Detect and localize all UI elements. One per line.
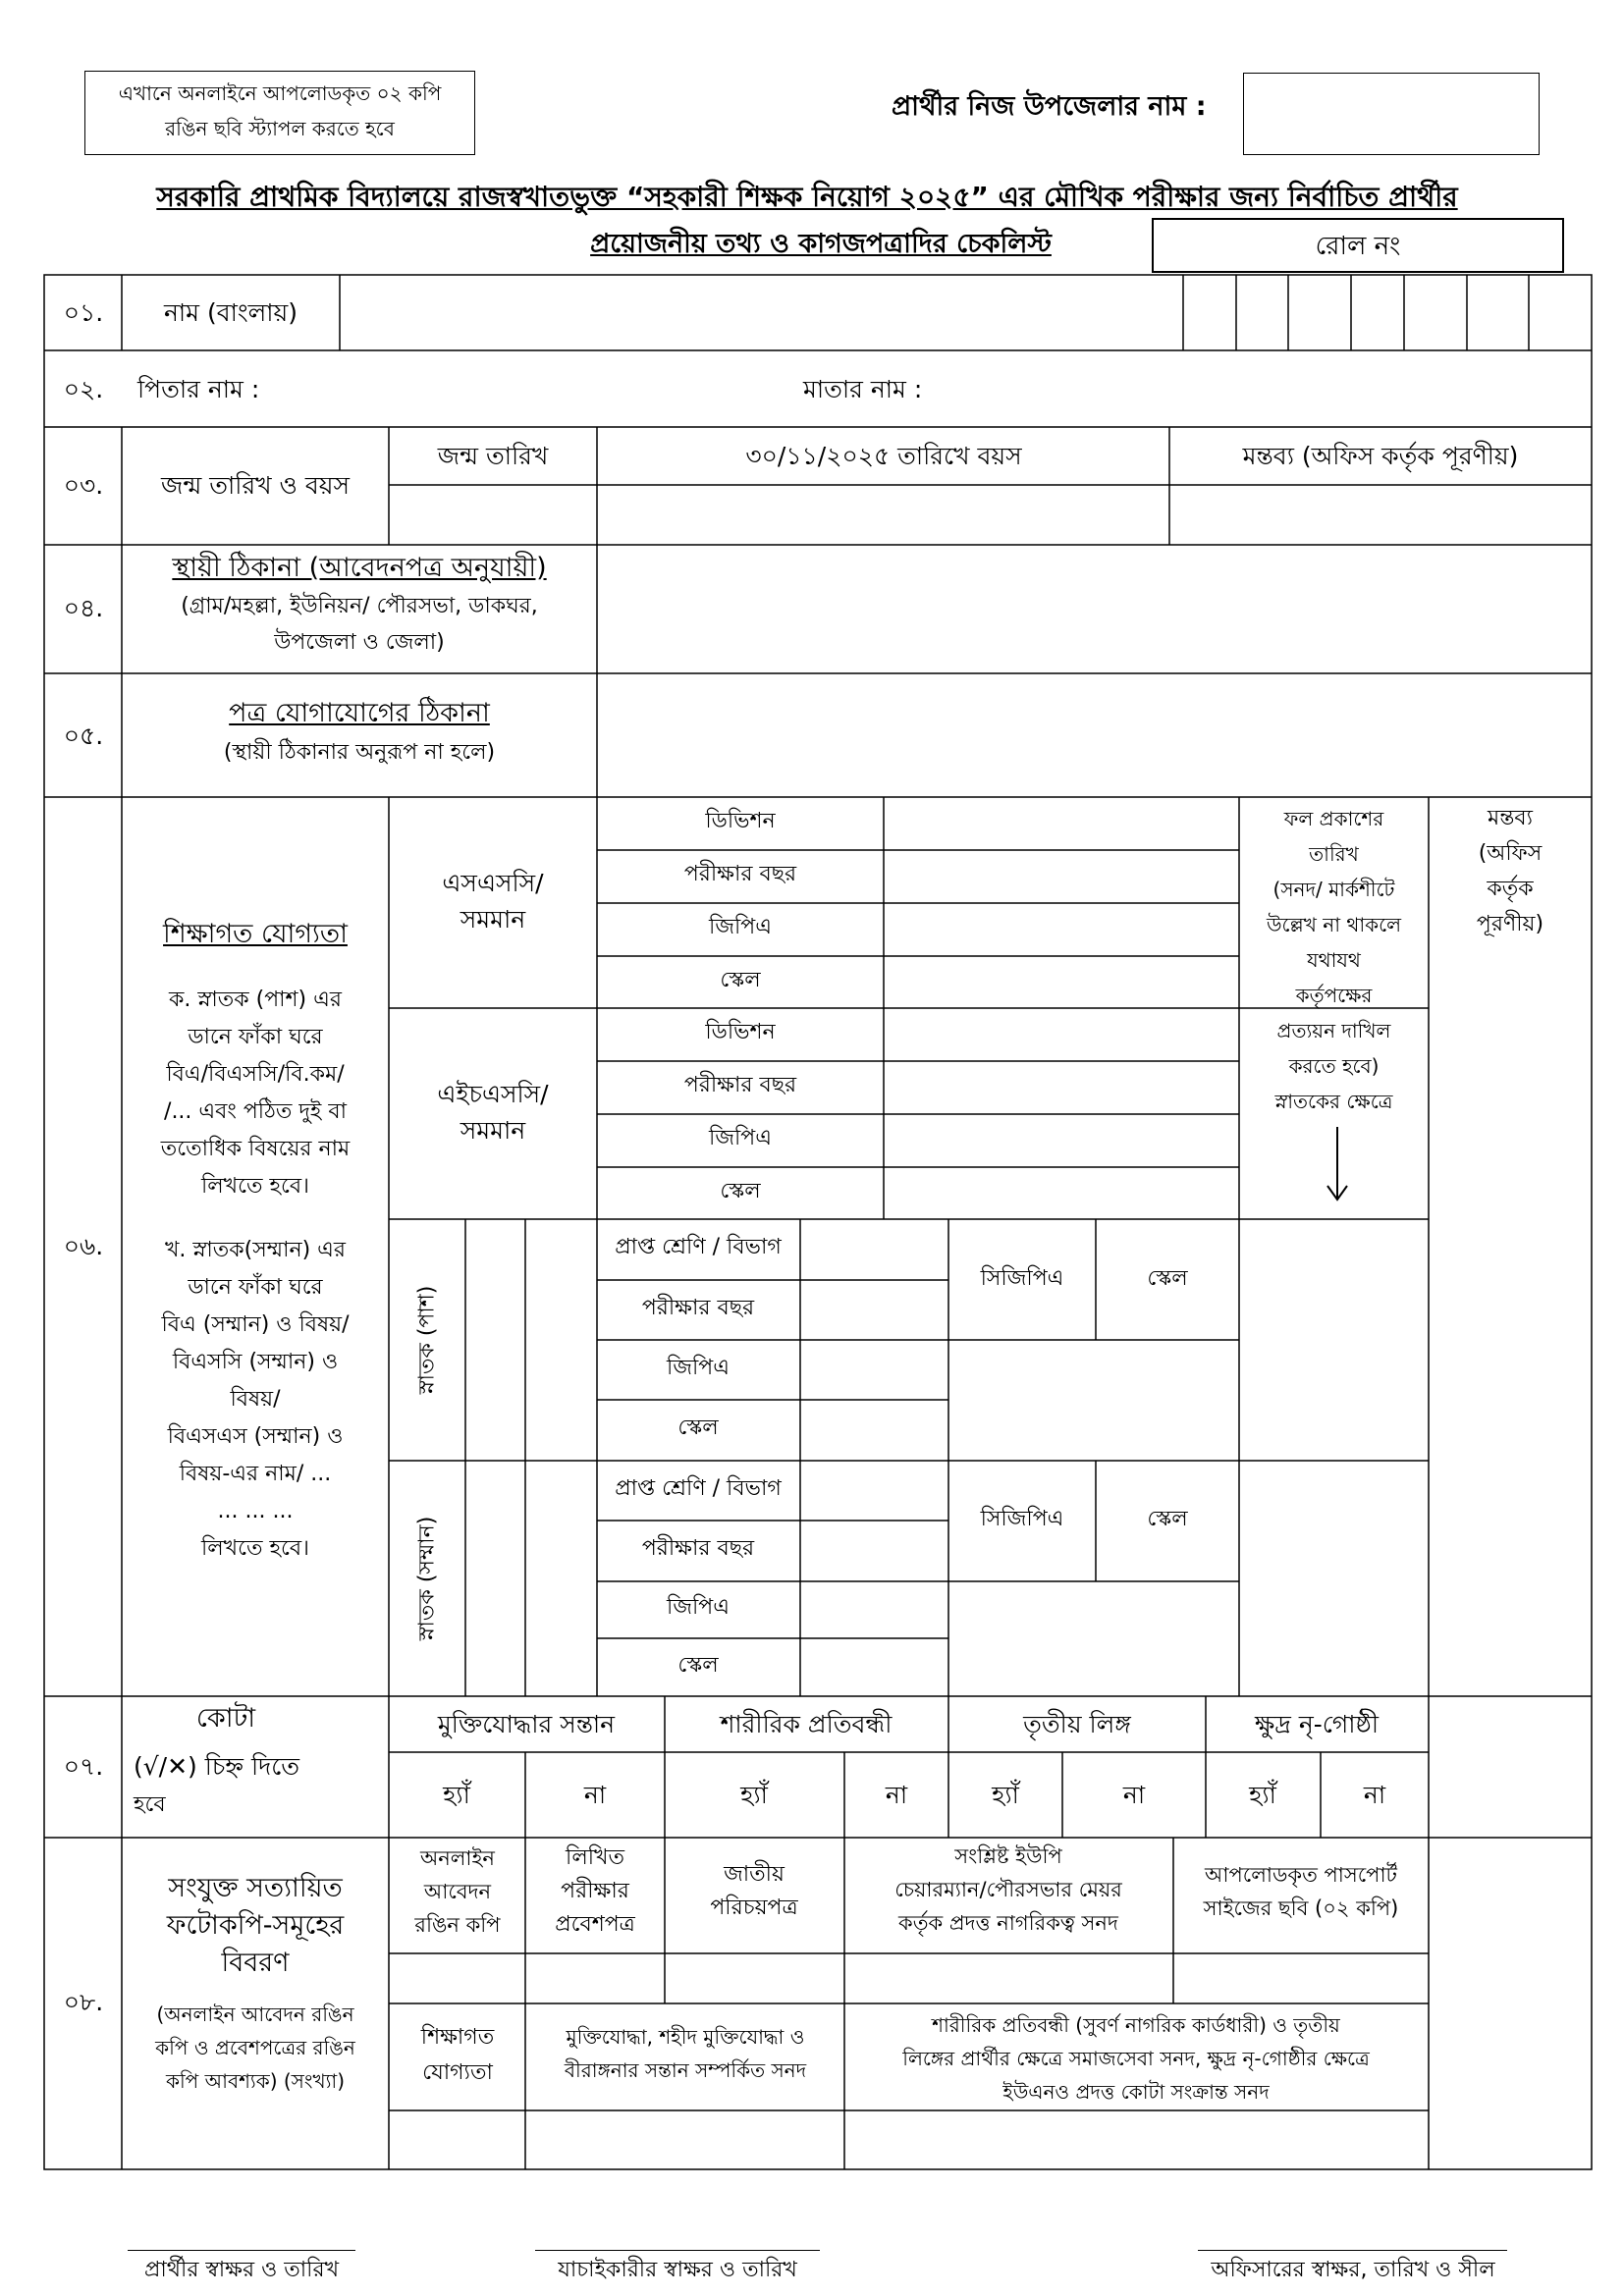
remark-note-line: কর্তৃক: [1487, 877, 1534, 901]
education-note-honours: [122, 1232, 389, 1568]
quota-yes-option[interactable]: হ্যাঁ: [443, 1781, 470, 1809]
age-header: ৩০/১১/২০২৫ তারিখে বয়স: [745, 442, 1022, 470]
education-note-honours-line: বিষয়-এর নাম/ ...: [179, 1462, 332, 1486]
sub-row-label: ডিভিশন: [705, 809, 776, 833]
quota-no-option[interactable]: না: [1122, 1781, 1146, 1809]
verifier-signature-label: যাচাইকারীর স্বাক্ষর ও তারিখ: [558, 2258, 797, 2282]
row4-number: ০৪.: [63, 594, 104, 622]
permanent-address-sub1: (গ্রাম/মহল্লা, ইউনিয়ন/ পৌরসভা, ডাকঘর,: [181, 594, 538, 618]
degree-row-label: জিপিএ: [667, 1355, 730, 1380]
remark-header: মন্তব্য (অফিস কর্তৃক পূরণীয়): [1242, 442, 1519, 470]
education-title: শিক্ষাগত যোগ্যতা: [163, 919, 348, 949]
degree-row-label: প্রাপ্ত শ্রেণি / বিভাগ: [615, 1235, 782, 1259]
attachments-note-line: কপি আবশ্যক) (সংখ্যা): [165, 2069, 346, 2093]
education-note-honours-line: বিএ (সম্মান) ও বিষয়/: [161, 1312, 350, 1337]
mailing-address-title: পত্র যোগাযোগের ঠিকানা: [229, 698, 490, 728]
attachment-col_online-label: অনলাইন: [420, 1846, 495, 1870]
page-title-line1: সরকারি প্রাথমিক বিদ্যালয়ে রাজস্বখাতভুক্ত “সহকারী শিক্ষক নিয়োগ ২০২৫” এর মৌখিক পরীক্ষার জন্য নির্বাচিত প্রার্থীর: [156, 181, 1458, 213]
quota-no-option[interactable]: না: [1363, 1781, 1386, 1809]
officer-signature-label: অফিসারের স্বাক্ষর, তারিখ ও সীল: [1211, 2258, 1495, 2282]
result-note-line: স্নাতকের ক্ষেত্রে: [1274, 1090, 1393, 1113]
candidate-signature-label: প্রার্থীর স্বাক্ষর ও তারিখ: [143, 2258, 340, 2282]
education-note-honours-line: ডানে ফাঁকা ঘরে: [188, 1275, 323, 1300]
quota-header: মুক্তিযোদ্ধার সন্তান: [437, 1710, 616, 1738]
education-note-honours-line: খ. স্নাতক(সম্মান) এর: [164, 1238, 347, 1262]
education-note-pass-line: ক. স্নাতক (পাশ) এর: [169, 988, 342, 1012]
education-note-pass-line: ডানে ফাঁকা ঘরে: [188, 1025, 323, 1049]
photo-note-line1: এখানে অনলাইনে আপলোডকৃত ০২ কপি: [118, 81, 442, 105]
remark-note-line: মন্তব্য: [1487, 806, 1533, 830]
photo-note-line2: রঙিন ছবি স্ট্যাপল করতে হবে: [165, 117, 395, 140]
down-arrow-icon: [1327, 1127, 1347, 1200]
attachments-note-line: কপি ও প্রবেশপত্রের রঙিন: [155, 2036, 355, 2059]
sub-row-label: জিপিএ: [709, 1126, 772, 1150]
attachments-title-line: সংযুক্ত সত্যায়িত: [168, 1873, 343, 1903]
result-note-line: করতে হবে): [1288, 1054, 1380, 1078]
attachment-col_quota-label: শারীরিক প্রতিবন্ধী (সুবর্ণ নাগরিক কার্ডধারী) ও তৃতীয়: [932, 2013, 1340, 2037]
attachment-col_citizen-label: কর্তৃক প্রদত্ত নাগরিকত্ব সনদ: [898, 1911, 1118, 1935]
attachment-col_nid-label: জাতীয়: [724, 1862, 785, 1887]
quota-no-option[interactable]: না: [583, 1781, 607, 1809]
education-note-pass-line: ততোধিক বিষয়ের নাম: [160, 1137, 351, 1161]
father-name-label: পিতার নাম :: [137, 375, 260, 403]
attachment-col_ff-label: বীরাঙ্গনার সন্তান সম্পর্কিত সনদ: [564, 2058, 807, 2082]
row1-number: ০১.: [63, 298, 104, 327]
attachment-col_photo-label: সাইজের ছবি (০২ কপি): [1203, 1896, 1399, 1920]
sub-row-label: ডিভিশন: [705, 1020, 776, 1044]
name-bangla-field[interactable]: [342, 277, 1181, 348]
attachment-col_edu-label: যোগ্যতা: [422, 2060, 493, 2085]
quota-yes-option[interactable]: হ্যাঁ: [1249, 1781, 1276, 1809]
ssc-label-1: এসএসসি/: [442, 869, 544, 897]
verifier-signature-line: [535, 2250, 820, 2251]
quota-no-option[interactable]: না: [885, 1781, 908, 1809]
page-title-line2: প্রয়োজনীয় তথ্য ও কাগজপত্রাদির চেকলিস্ট: [590, 229, 1052, 259]
degree-row-label: পরীক্ষার বছর: [641, 1536, 755, 1561]
hons-scale-label: স্কেল: [1147, 1507, 1188, 1531]
row3-number: ০৩.: [63, 471, 104, 500]
roll-number-label: রোল নং: [1315, 232, 1401, 261]
attachments-title-line: বিবরণ: [221, 1948, 290, 1978]
degree-row-label: স্কেল: [677, 1415, 719, 1440]
mother-name-label: মাতার নাম :: [803, 375, 923, 403]
quota-sub1: (√/✕) চিহ্ন দিতে: [134, 1752, 300, 1781]
pass-degree-vertical-label: স্নাতক (পাশ): [414, 1285, 440, 1395]
hsc-label-2: সমমান: [460, 1116, 526, 1145]
sub-row-label: জিপিএ: [709, 915, 772, 939]
result-note-line: কর্তৃপক্ষের: [1295, 984, 1373, 1007]
mailing-address-sub: (স্থায়ী ঠিকানার অনুরূপ না হলে): [223, 740, 496, 765]
attachments-note-line: (অনলাইন আবেদন রঙিন: [156, 2002, 354, 2026]
result-note-line: তারিখ: [1309, 842, 1359, 866]
education-note-honours-line: বিষয়/: [230, 1387, 281, 1412]
sub-row-label: স্কেল: [720, 1179, 761, 1203]
sub-row-label: পরীক্ষার বছর: [683, 1073, 797, 1097]
attachment-col_online-label: আবেদন: [423, 1880, 492, 1903]
attachments-title-line: ফটোকপি-সমূহের: [166, 1910, 345, 1941]
officer-signature-line: [1198, 2250, 1507, 2251]
hsc-label-1: এইচএসসি/: [437, 1080, 549, 1108]
quota-yes-option[interactable]: হ্যাঁ: [992, 1781, 1019, 1809]
attachment-col_quota-label: ইউএনও প্রদত্ত কোটা সংক্রান্ত সনদ: [1002, 2080, 1270, 2104]
row5-number: ০৫.: [63, 721, 104, 750]
ssc-label-2: সমমান: [460, 905, 526, 934]
honours-degree-vertical-label: স্নাতক (সম্মান): [414, 1516, 440, 1641]
quota-header: শারীরিক প্রতিবন্ধী: [720, 1710, 893, 1738]
attachment-col_ff-label: মুক্তিযোদ্ধা, শহীদ মুক্তিযোদ্ধা ও: [566, 2025, 805, 2049]
sub-row-label: পরীক্ষার বছর: [683, 862, 797, 886]
remark-note-line: পূরণীয়): [1476, 912, 1544, 936]
attachment-col_photo-label: আপলোডকৃত পাসপোর্ট: [1205, 1863, 1397, 1887]
permanent-address-sub2: উপজেলা ও জেলা): [274, 630, 445, 655]
education-note-honours-line: বিএসসি (সম্মান) ও: [172, 1350, 339, 1374]
permanent-address-title: স্থায়ী ঠিকানা (আবেদনপত্র অনুযায়ী): [172, 553, 547, 583]
upazila-label: প্রার্থীর নিজ উপজেলার নাম :: [892, 91, 1207, 122]
quota-sub2: হবে: [134, 1792, 166, 1817]
result-note-line: প্রত্যয়ন দাখিল: [1276, 1019, 1391, 1042]
candidate-signature-line: [128, 2250, 355, 2251]
attachments-title: [122, 1870, 389, 1982]
result-date-note: [1239, 801, 1429, 1119]
dob-header: জন্ম তারিখ: [437, 442, 549, 470]
education-note-honours-line: লিখতে হবে।: [201, 1536, 309, 1561]
attachment-col_online-label: রঙিন কপি: [414, 1913, 501, 1937]
quota-yes-option[interactable]: হ্যাঁ: [740, 1781, 768, 1809]
attachment-col_nid-label: পরিচয়পত্র: [710, 1896, 798, 1920]
row3-label: জন্ম তারিখ ও বয়স: [160, 471, 351, 500]
attachment-col_admit-label: লিখিত: [566, 1845, 624, 1870]
degree-row-label: জিপিএ: [667, 1595, 730, 1620]
sub-row-label: স্কেল: [720, 968, 761, 992]
row8-number: ০৮.: [63, 1988, 104, 2016]
education-note-honours-line: ... ... ...: [217, 1499, 294, 1523]
pass-cgpa-label: সিজিপিএ: [980, 1266, 1064, 1291]
row6-number: ০৬.: [63, 1232, 104, 1260]
education-note-pass: [122, 982, 389, 1205]
quota-title: কোটা: [195, 1703, 256, 1734]
attachment-col_admit-label: প্রবেশপত্র: [555, 1912, 635, 1937]
degree-row-label: স্কেল: [677, 1652, 719, 1678]
remark-note-line: (অফিস: [1478, 841, 1543, 866]
attachment-col_edu-label: শিক্ষাগত: [420, 2025, 495, 2050]
result-note-line: উল্লেখ না থাকলে: [1266, 913, 1402, 936]
degree-row-label: পরীক্ষার বছর: [641, 1295, 755, 1320]
attachment-col_quota-label: লিঙ্গের প্রার্থীর ক্ষেত্রে সমাজসেবা সনদ, ক্ষুদ্র নৃ-গোষ্ঠীর ক্ষেত্রে: [902, 2047, 1370, 2070]
education-note-pass-line: লিখতে হবে।: [201, 1174, 309, 1199]
quota-header: তৃতীয় লিঙ্গ: [1023, 1710, 1131, 1738]
hons-cgpa-label: সিজিপিএ: [980, 1507, 1064, 1531]
attachment-col_admit-label: পরীক্ষার: [561, 1879, 629, 1903]
education-note-pass-line: /... এবং পঠিত দুই বা: [164, 1099, 347, 1124]
education-remark-note: [1429, 801, 1592, 942]
result-note-line: (সনদ/ মার্কশীটে: [1272, 878, 1395, 901]
attachments-note: [122, 1998, 389, 2098]
attachment-col_citizen-label: চেয়ারম্যান/পৌরসভার মেয়র: [894, 1878, 1122, 1901]
result-note-line: ফল প্রকাশের: [1283, 807, 1384, 830]
row2-number: ০২.: [63, 375, 104, 403]
attachment-col_citizen-label: সংশ্লিষ্ট ইউপি: [954, 1844, 1062, 1868]
education-note-honours-line: বিএসএস (সম্মান) ও: [167, 1424, 344, 1449]
result-note-line: যথাযথ: [1307, 948, 1361, 972]
education-note-pass-line: বিএ/বিএসসি/বি.কম/: [166, 1062, 345, 1087]
quota-header: ক্ষুদ্র নৃ-গোষ্ঠী: [1255, 1710, 1379, 1738]
pass-scale-label: স্কেল: [1147, 1266, 1188, 1291]
row1-label: নাম (বাংলায়): [163, 298, 298, 327]
row7-number: ০৭.: [63, 1752, 104, 1781]
degree-row-label: প্রাপ্ত শ্রেণি / বিভাগ: [615, 1475, 782, 1501]
